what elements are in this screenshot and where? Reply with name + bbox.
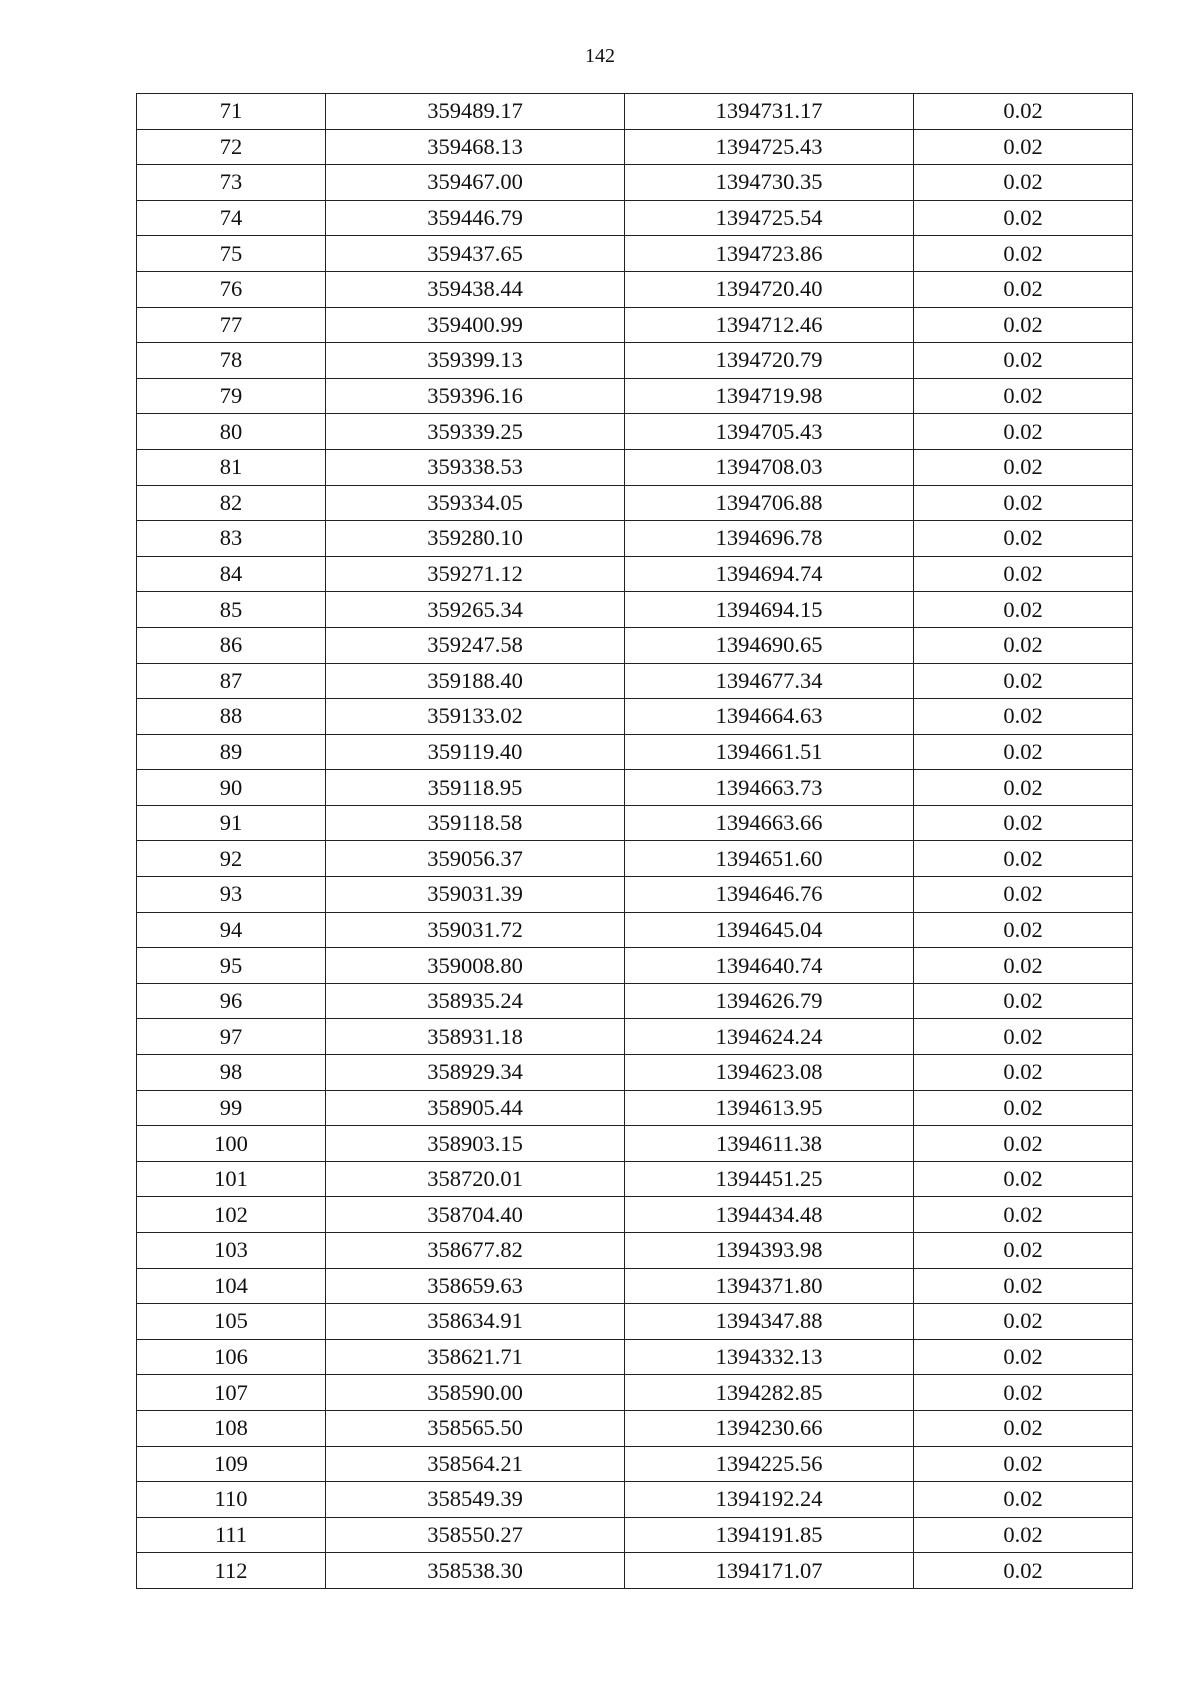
point-number-cell: 93 bbox=[137, 877, 326, 913]
y-coordinate-cell: 1394624.24 bbox=[625, 1019, 914, 1055]
table-row bbox=[137, 734, 1133, 770]
y-coordinate-cell: 1394664.63 bbox=[625, 699, 914, 735]
y-coordinate-cell: 1394191.85 bbox=[625, 1517, 914, 1553]
table-row bbox=[137, 236, 1133, 272]
error-value-cell: 0.02 bbox=[914, 200, 1133, 236]
point-number-cell: 85 bbox=[137, 592, 326, 628]
y-coordinate-cell: 1394371.80 bbox=[625, 1268, 914, 1304]
error-value-cell: 0.02 bbox=[914, 983, 1133, 1019]
error-value-cell: 0.02 bbox=[914, 1019, 1133, 1055]
error-value-cell: 0.02 bbox=[914, 271, 1133, 307]
x-coordinate-cell: 358935.24 bbox=[326, 983, 625, 1019]
y-coordinate-cell: 1394725.43 bbox=[625, 129, 914, 165]
x-coordinate-cell: 358565.50 bbox=[326, 1410, 625, 1446]
y-coordinate-cell: 1394677.34 bbox=[625, 663, 914, 699]
y-coordinate-cell: 1394451.25 bbox=[625, 1161, 914, 1197]
y-coordinate-cell: 1394623.08 bbox=[625, 1055, 914, 1091]
y-coordinate-cell: 1394720.79 bbox=[625, 343, 914, 379]
y-coordinate-cell: 1394719.98 bbox=[625, 378, 914, 414]
table-row bbox=[137, 449, 1133, 485]
point-number-cell: 97 bbox=[137, 1019, 326, 1055]
table-row bbox=[137, 129, 1133, 165]
table-row bbox=[137, 1339, 1133, 1375]
table-row bbox=[137, 592, 1133, 628]
error-value-cell: 0.02 bbox=[914, 948, 1133, 984]
error-value-cell: 0.02 bbox=[914, 734, 1133, 770]
x-coordinate-cell: 358905.44 bbox=[326, 1090, 625, 1126]
table-row bbox=[137, 1517, 1133, 1553]
point-number-cell: 101 bbox=[137, 1161, 326, 1197]
point-number-cell: 78 bbox=[137, 343, 326, 379]
x-coordinate-cell: 359271.12 bbox=[326, 556, 625, 592]
x-coordinate-cell: 359118.95 bbox=[326, 770, 625, 806]
y-coordinate-cell: 1394706.88 bbox=[625, 485, 914, 521]
error-value-cell: 0.02 bbox=[914, 699, 1133, 735]
y-coordinate-cell: 1394705.43 bbox=[625, 414, 914, 450]
point-number-cell: 105 bbox=[137, 1304, 326, 1340]
x-coordinate-cell: 359489.17 bbox=[326, 94, 625, 130]
x-coordinate-cell: 358590.00 bbox=[326, 1375, 625, 1411]
table-row bbox=[137, 1019, 1133, 1055]
y-coordinate-cell: 1394712.46 bbox=[625, 307, 914, 343]
y-coordinate-cell: 1394663.66 bbox=[625, 805, 914, 841]
x-coordinate-cell: 359118.58 bbox=[326, 805, 625, 841]
x-coordinate-cell: 359008.80 bbox=[326, 948, 625, 984]
table-row bbox=[137, 805, 1133, 841]
y-coordinate-cell: 1394731.17 bbox=[625, 94, 914, 130]
table-row bbox=[137, 663, 1133, 699]
x-coordinate-cell: 359467.00 bbox=[326, 165, 625, 201]
error-value-cell: 0.02 bbox=[914, 378, 1133, 414]
table-row bbox=[137, 556, 1133, 592]
y-coordinate-cell: 1394696.78 bbox=[625, 521, 914, 557]
point-number-cell: 80 bbox=[137, 414, 326, 450]
point-number-cell: 89 bbox=[137, 734, 326, 770]
x-coordinate-cell: 359031.39 bbox=[326, 877, 625, 913]
coordinates-table-body bbox=[137, 94, 1133, 1589]
x-coordinate-cell: 359446.79 bbox=[326, 200, 625, 236]
y-coordinate-cell: 1394651.60 bbox=[625, 841, 914, 877]
coordinates-table bbox=[136, 93, 1133, 1589]
table-row bbox=[137, 378, 1133, 414]
error-value-cell: 0.02 bbox=[914, 663, 1133, 699]
table-row bbox=[137, 1233, 1133, 1269]
error-value-cell: 0.02 bbox=[914, 556, 1133, 592]
table-row bbox=[137, 877, 1133, 913]
point-number-cell: 111 bbox=[137, 1517, 326, 1553]
error-value-cell: 0.02 bbox=[914, 1161, 1133, 1197]
error-value-cell: 0.02 bbox=[914, 627, 1133, 663]
point-number-cell: 74 bbox=[137, 200, 326, 236]
y-coordinate-cell: 1394192.24 bbox=[625, 1482, 914, 1518]
point-number-cell: 110 bbox=[137, 1482, 326, 1518]
y-coordinate-cell: 1394613.95 bbox=[625, 1090, 914, 1126]
table-row bbox=[137, 1161, 1133, 1197]
table-row bbox=[137, 627, 1133, 663]
y-coordinate-cell: 1394723.86 bbox=[625, 236, 914, 272]
y-coordinate-cell: 1394646.76 bbox=[625, 877, 914, 913]
x-coordinate-cell: 358659.63 bbox=[326, 1268, 625, 1304]
point-number-cell: 88 bbox=[137, 699, 326, 735]
y-coordinate-cell: 1394730.35 bbox=[625, 165, 914, 201]
x-coordinate-cell: 359334.05 bbox=[326, 485, 625, 521]
x-coordinate-cell: 359399.13 bbox=[326, 343, 625, 379]
x-coordinate-cell: 358931.18 bbox=[326, 1019, 625, 1055]
error-value-cell: 0.02 bbox=[914, 129, 1133, 165]
error-value-cell: 0.02 bbox=[914, 1233, 1133, 1269]
error-value-cell: 0.02 bbox=[914, 449, 1133, 485]
table-row bbox=[137, 770, 1133, 806]
point-number-cell: 109 bbox=[137, 1446, 326, 1482]
error-value-cell: 0.02 bbox=[914, 1375, 1133, 1411]
error-value-cell: 0.02 bbox=[914, 1197, 1133, 1233]
point-number-cell: 90 bbox=[137, 770, 326, 806]
table-row bbox=[137, 1304, 1133, 1340]
error-value-cell: 0.02 bbox=[914, 414, 1133, 450]
table-row bbox=[137, 1055, 1133, 1091]
table-row bbox=[137, 271, 1133, 307]
error-value-cell: 0.02 bbox=[914, 805, 1133, 841]
x-coordinate-cell: 359437.65 bbox=[326, 236, 625, 272]
y-coordinate-cell: 1394282.85 bbox=[625, 1375, 914, 1411]
x-coordinate-cell: 358903.15 bbox=[326, 1126, 625, 1162]
y-coordinate-cell: 1394645.04 bbox=[625, 912, 914, 948]
point-number-cell: 103 bbox=[137, 1233, 326, 1269]
table-row bbox=[137, 165, 1133, 201]
y-coordinate-cell: 1394694.74 bbox=[625, 556, 914, 592]
table-row bbox=[137, 1375, 1133, 1411]
error-value-cell: 0.02 bbox=[914, 236, 1133, 272]
point-number-cell: 81 bbox=[137, 449, 326, 485]
x-coordinate-cell: 359338.53 bbox=[326, 449, 625, 485]
x-coordinate-cell: 358720.01 bbox=[326, 1161, 625, 1197]
error-value-cell: 0.02 bbox=[914, 1268, 1133, 1304]
table-row bbox=[137, 1553, 1133, 1589]
point-number-cell: 96 bbox=[137, 983, 326, 1019]
table-row bbox=[137, 1482, 1133, 1518]
table-row bbox=[137, 1268, 1133, 1304]
table-row bbox=[137, 699, 1133, 735]
error-value-cell: 0.02 bbox=[914, 1090, 1133, 1126]
table-row bbox=[137, 1126, 1133, 1162]
point-number-cell: 83 bbox=[137, 521, 326, 557]
x-coordinate-cell: 359119.40 bbox=[326, 734, 625, 770]
y-coordinate-cell: 1394640.74 bbox=[625, 948, 914, 984]
x-coordinate-cell: 359280.10 bbox=[326, 521, 625, 557]
y-coordinate-cell: 1394626.79 bbox=[625, 983, 914, 1019]
point-number-cell: 108 bbox=[137, 1410, 326, 1446]
x-coordinate-cell: 359247.58 bbox=[326, 627, 625, 663]
point-number-cell: 112 bbox=[137, 1553, 326, 1589]
table-row bbox=[137, 841, 1133, 877]
table-row bbox=[137, 1090, 1133, 1126]
table-row bbox=[137, 912, 1133, 948]
error-value-cell: 0.02 bbox=[914, 841, 1133, 877]
x-coordinate-cell: 358704.40 bbox=[326, 1197, 625, 1233]
y-coordinate-cell: 1394332.13 bbox=[625, 1339, 914, 1375]
error-value-cell: 0.02 bbox=[914, 770, 1133, 806]
y-coordinate-cell: 1394725.54 bbox=[625, 200, 914, 236]
error-value-cell: 0.02 bbox=[914, 165, 1133, 201]
point-number-cell: 91 bbox=[137, 805, 326, 841]
y-coordinate-cell: 1394171.07 bbox=[625, 1553, 914, 1589]
y-coordinate-cell: 1394708.03 bbox=[625, 449, 914, 485]
error-value-cell: 0.02 bbox=[914, 877, 1133, 913]
point-number-cell: 84 bbox=[137, 556, 326, 592]
table-row bbox=[137, 414, 1133, 450]
point-number-cell: 92 bbox=[137, 841, 326, 877]
y-coordinate-cell: 1394720.40 bbox=[625, 271, 914, 307]
error-value-cell: 0.02 bbox=[914, 307, 1133, 343]
table-row bbox=[137, 1197, 1133, 1233]
point-number-cell: 73 bbox=[137, 165, 326, 201]
y-coordinate-cell: 1394225.56 bbox=[625, 1446, 914, 1482]
error-value-cell: 0.02 bbox=[914, 592, 1133, 628]
table-row bbox=[137, 983, 1133, 1019]
table-row bbox=[137, 521, 1133, 557]
y-coordinate-cell: 1394393.98 bbox=[625, 1233, 914, 1269]
x-coordinate-cell: 359031.72 bbox=[326, 912, 625, 948]
table-row bbox=[137, 94, 1133, 130]
table-row bbox=[137, 485, 1133, 521]
x-coordinate-cell: 358621.71 bbox=[326, 1339, 625, 1375]
table-row bbox=[137, 1410, 1133, 1446]
x-coordinate-cell: 359056.37 bbox=[326, 841, 625, 877]
table-row bbox=[137, 307, 1133, 343]
error-value-cell: 0.02 bbox=[914, 485, 1133, 521]
x-coordinate-cell: 359468.13 bbox=[326, 129, 625, 165]
y-coordinate-cell: 1394230.66 bbox=[625, 1410, 914, 1446]
x-coordinate-cell: 358564.21 bbox=[326, 1446, 625, 1482]
x-coordinate-cell: 359188.40 bbox=[326, 663, 625, 699]
y-coordinate-cell: 1394690.65 bbox=[625, 627, 914, 663]
x-coordinate-cell: 358634.91 bbox=[326, 1304, 625, 1340]
x-coordinate-cell: 359133.02 bbox=[326, 699, 625, 735]
point-number-cell: 104 bbox=[137, 1268, 326, 1304]
point-number-cell: 87 bbox=[137, 663, 326, 699]
point-number-cell: 79 bbox=[137, 378, 326, 414]
error-value-cell: 0.02 bbox=[914, 1410, 1133, 1446]
y-coordinate-cell: 1394611.38 bbox=[625, 1126, 914, 1162]
x-coordinate-cell: 359400.99 bbox=[326, 307, 625, 343]
table-row bbox=[137, 1446, 1133, 1482]
point-number-cell: 86 bbox=[137, 627, 326, 663]
error-value-cell: 0.02 bbox=[914, 1339, 1133, 1375]
table-row bbox=[137, 948, 1133, 984]
table-row bbox=[137, 200, 1133, 236]
x-coordinate-cell: 358550.27 bbox=[326, 1517, 625, 1553]
point-number-cell: 102 bbox=[137, 1197, 326, 1233]
page-number: 142 bbox=[585, 45, 615, 67]
x-coordinate-cell: 359339.25 bbox=[326, 414, 625, 450]
error-value-cell: 0.02 bbox=[914, 343, 1133, 379]
point-number-cell: 98 bbox=[137, 1055, 326, 1091]
point-number-cell: 99 bbox=[137, 1090, 326, 1126]
error-value-cell: 0.02 bbox=[914, 94, 1133, 130]
error-value-cell: 0.02 bbox=[914, 1304, 1133, 1340]
point-number-cell: 100 bbox=[137, 1126, 326, 1162]
x-coordinate-cell: 359265.34 bbox=[326, 592, 625, 628]
point-number-cell: 94 bbox=[137, 912, 326, 948]
error-value-cell: 0.02 bbox=[914, 1126, 1133, 1162]
x-coordinate-cell: 358929.34 bbox=[326, 1055, 625, 1091]
y-coordinate-cell: 1394347.88 bbox=[625, 1304, 914, 1340]
x-coordinate-cell: 359438.44 bbox=[326, 271, 625, 307]
error-value-cell: 0.02 bbox=[914, 1446, 1133, 1482]
x-coordinate-cell: 358549.39 bbox=[326, 1482, 625, 1518]
y-coordinate-cell: 1394694.15 bbox=[625, 592, 914, 628]
error-value-cell: 0.02 bbox=[914, 912, 1133, 948]
y-coordinate-cell: 1394661.51 bbox=[625, 734, 914, 770]
y-coordinate-cell: 1394434.48 bbox=[625, 1197, 914, 1233]
error-value-cell: 0.02 bbox=[914, 521, 1133, 557]
point-number-cell: 71 bbox=[137, 94, 326, 130]
point-number-cell: 72 bbox=[137, 129, 326, 165]
point-number-cell: 106 bbox=[137, 1339, 326, 1375]
x-coordinate-cell: 358677.82 bbox=[326, 1233, 625, 1269]
error-value-cell: 0.02 bbox=[914, 1482, 1133, 1518]
y-coordinate-cell: 1394663.73 bbox=[625, 770, 914, 806]
point-number-cell: 95 bbox=[137, 948, 326, 984]
point-number-cell: 82 bbox=[137, 485, 326, 521]
x-coordinate-cell: 358538.30 bbox=[326, 1553, 625, 1589]
point-number-cell: 75 bbox=[137, 236, 326, 272]
x-coordinate-cell: 359396.16 bbox=[326, 378, 625, 414]
error-value-cell: 0.02 bbox=[914, 1055, 1133, 1091]
table-row bbox=[137, 343, 1133, 379]
error-value-cell: 0.02 bbox=[914, 1517, 1133, 1553]
point-number-cell: 107 bbox=[137, 1375, 326, 1411]
point-number-cell: 76 bbox=[137, 271, 326, 307]
error-value-cell: 0.02 bbox=[914, 1553, 1133, 1589]
point-number-cell: 77 bbox=[137, 307, 326, 343]
